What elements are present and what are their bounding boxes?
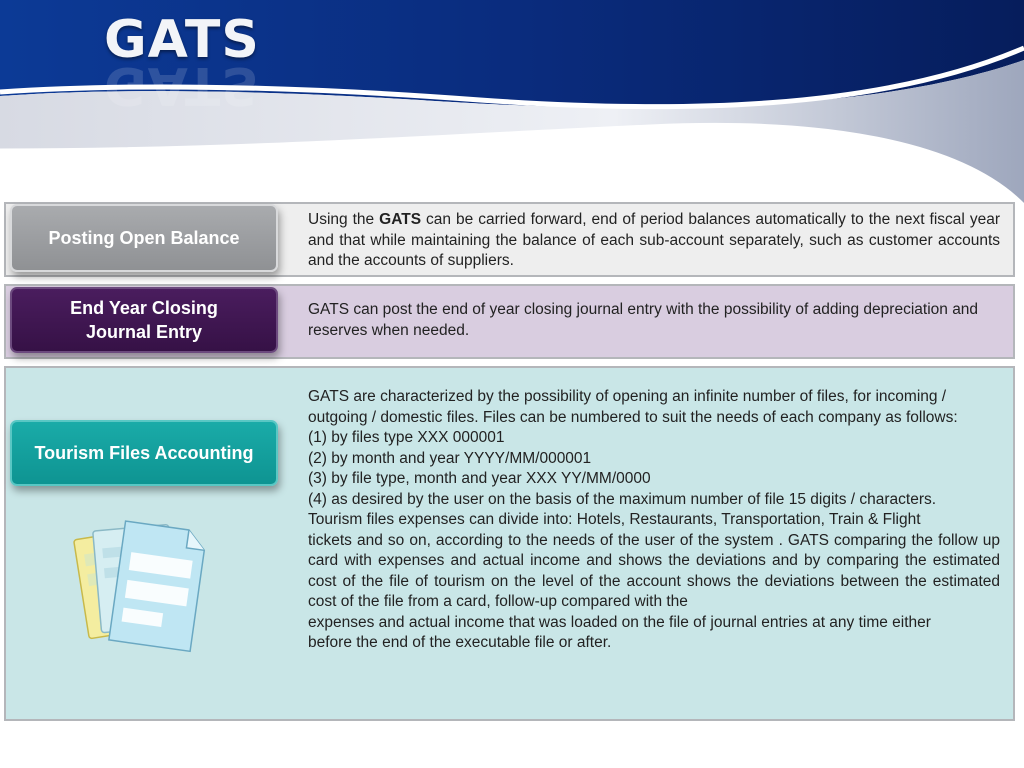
numbering-option: (2) by month and year YYYY/MM/000001 [308, 449, 592, 467]
numbering-option: (3) by file type, month and year XXX YY/MM/0000 [308, 470, 651, 487]
tourism-files-accounting-label: Tourism Files Accounting [10, 420, 278, 486]
closing-line-1: expenses and actual income that was loaded on the file of journal entries at any time either [308, 613, 931, 631]
expenses-detail: tickets and so on, according to the needs of the user of the system . GATS comparing the follow up card with expenses and actual income and shows the deviations and by comparing the estimated cost of the file of tourism on the level of the account shows the deviations between the estimated cost of the file from a card, follow-up compared with the [308, 531, 1000, 610]
closing-description: GATS can post the end of year closing journal entry with the possibility of adding depreciation and reserves when needed. [308, 301, 979, 339]
tourism-description [308, 387, 1000, 654]
posting-text-strong: GATS [379, 211, 422, 228]
closing-line-2: before the end of the executable file or after. [308, 634, 612, 651]
slide-title: GATS [104, 10, 260, 70]
slide-title-reflection: GATS [104, 55, 260, 115]
posting-description [308, 210, 1000, 272]
posting-text-before: Using the [308, 211, 380, 228]
end-year-closing-text: End Year Closing Journal Entry [70, 298, 218, 342]
posting-open-balance-label: Posting Open Balance [10, 204, 278, 272]
end-year-closing-label [10, 287, 278, 353]
expenses-intro: Tourism files expenses can divide into: Hotels, Restaurants, Transportation, Train & Flight [308, 511, 921, 528]
stacked-documents-icon [76, 520, 208, 656]
tourism-intro: GATS are characterized by the possibility of opening an infinite number of files, for incoming / outgoing / domestic files. Files can be numbered to suit the needs of each company as follows: [308, 388, 958, 426]
posting-text-after: can be carried forward, end of period balances automatically to the next fiscal year and that while maintaining the balance of each sub-account separately, such as customer accounts and the accounts of suppliers. [308, 211, 1000, 269]
numbering-option: (4) as desired by the user on the basis of the maximum number of file 15 digits / characters. [308, 490, 937, 508]
numbering-option: (1) by files type XXX 000001 [308, 429, 505, 446]
